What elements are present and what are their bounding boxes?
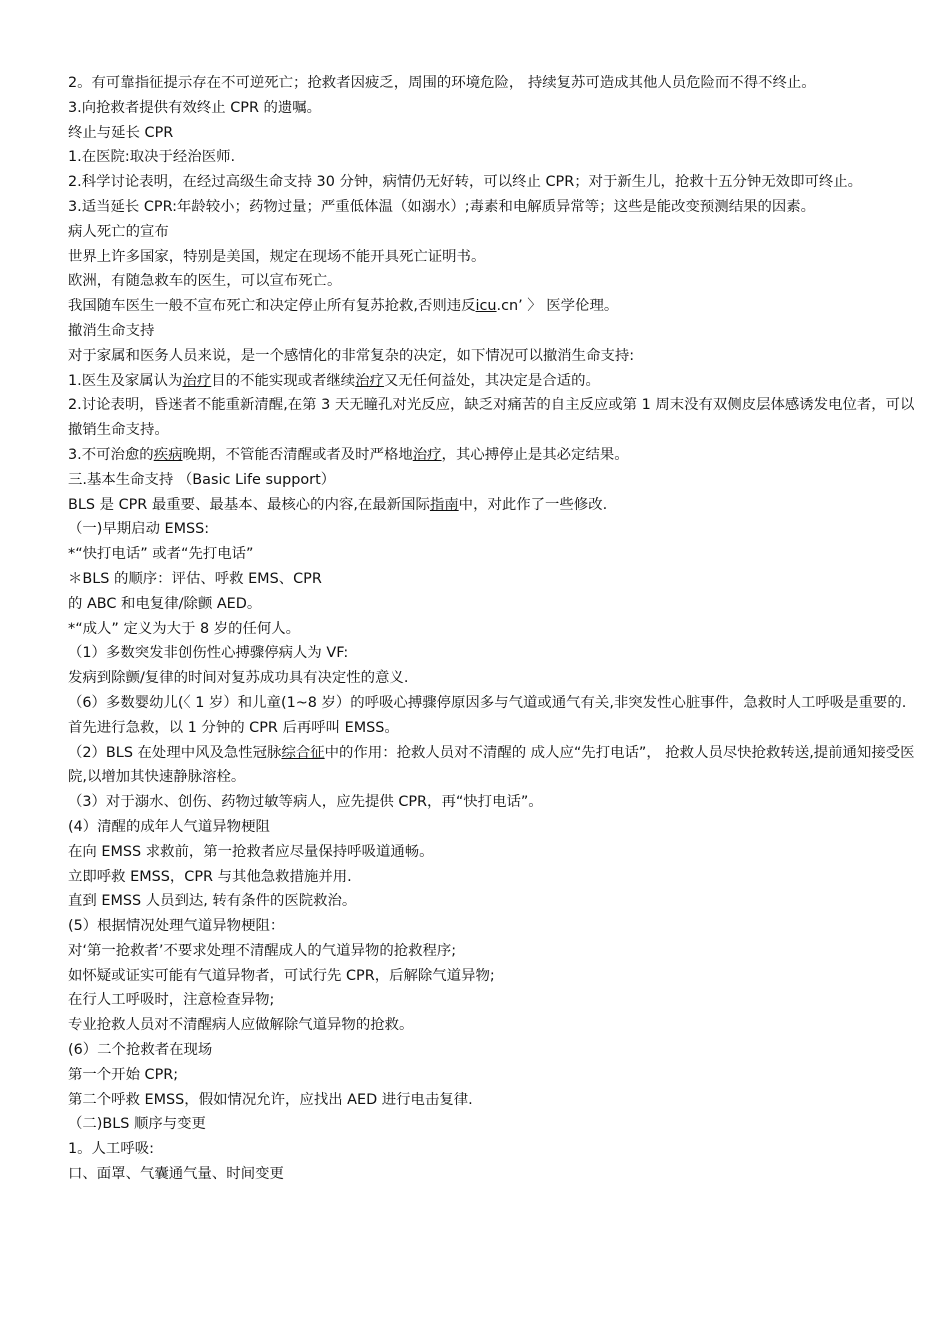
paragraph: 2。有可靠指征提示存在不可逆死亡；抢救者因疲乏，周围的环境危险， 持续复苏可造成其他人员危险而不得不终止。 bbox=[68, 75, 816, 91]
text-segment: 我国随车医生一般不宣布死亡和决定停止所有复苏抢救,否则违反 bbox=[68, 298, 476, 315]
paragraph: 对‘第一抢救者’不要求处理不清醒成人的气道异物的抢救程序; bbox=[68, 942, 457, 959]
paragraph: 世界上许多国家，特别是美国，规定在现场不能开具死亡证明书。 bbox=[68, 248, 486, 265]
paragraph: 立即呼救 EMSS，CPR 与其他急救措施并用. bbox=[68, 868, 352, 885]
paragraph: (5）根据情况处理气道异物梗阻： bbox=[68, 918, 285, 935]
text-segment: 目的不能实现或者继续 bbox=[211, 372, 356, 389]
paragraph: （1）多数突发非创伤性心搏骤停病人为 VF: bbox=[68, 645, 349, 662]
text-segment: BLS 是 CPR 最重要、最基本、最核心的内容,在最新国际 bbox=[68, 496, 430, 513]
section-heading: 病人死亡的宣布 bbox=[68, 223, 169, 240]
paragraph: 在向 EMSS 求救前，第一抢救者应尽量保持呼吸道通畅。 bbox=[68, 843, 434, 860]
paragraph: 1.在医院:取决于经治医师. bbox=[68, 149, 236, 166]
text-segment: 又无任何益处，其决定是合适的。 bbox=[383, 372, 600, 389]
text-segment: ，其心搏停止是其必定结果。 bbox=[441, 446, 629, 463]
paragraph bbox=[68, 741, 928, 791]
paragraph: （3）对于溺水、创伤、药物过敏等病人，应先提供 CPR，再“快打电话”。 bbox=[68, 794, 543, 811]
paragraph: 对于家属和医务人员来说，是一个感情化的非常复杂的决定，如下情况可以撤消生命支持: bbox=[68, 347, 635, 364]
paragraph: *“成人” 定义为大于 8 岁的任何人。 bbox=[68, 620, 301, 637]
hyperlink[interactable]: 疾病 bbox=[153, 446, 183, 463]
paragraph: 第二个呼救 EMSS，假如情况允许，应找出 AED 进行电击复律. bbox=[68, 1091, 473, 1108]
document-page bbox=[68, 71, 928, 1187]
paragraph: 欧洲，有随急救车的医生，可以宣布死亡。 bbox=[68, 273, 342, 290]
paragraph: 2.科学讨论表明，在经过高级生命支持 30 分钟，病情仍无好转，可以终止 CPR；对于新生儿，抢救十五分钟无效即可终止。 bbox=[68, 174, 863, 191]
hyperlink[interactable]: 治疗 bbox=[412, 446, 442, 463]
text-segment: 3.不可治愈的 bbox=[68, 446, 154, 463]
paragraph: 的 ABC 和电复律/除颤 AED。 bbox=[68, 595, 262, 612]
paragraph: 直到 EMSS 人员到达, 转有条件的医院救治。 bbox=[68, 893, 357, 910]
hyperlink[interactable]: 指南 bbox=[429, 496, 459, 513]
paragraph: (6）二个抢救者在现场 bbox=[68, 1042, 213, 1059]
paragraph bbox=[68, 443, 928, 468]
text-segment: .cn’ 〉 医学伦理。 bbox=[496, 298, 619, 315]
text-segment: 晚期，不管能否清醒或者及时严格地 bbox=[182, 446, 413, 463]
hyperlink[interactable]: 综合征 bbox=[281, 744, 325, 761]
paragraph: 2.讨论表明，昏迷者不能重新清醒,在第 3 天无瞳孔对光反应，缺乏对痛苦的自主反应或第 1 周末没有双侧皮层体感诱发电位者，可以撤销生命支持。 bbox=[68, 397, 915, 439]
paragraph: (4）清醒的成年人气道异物梗阻 bbox=[68, 818, 270, 835]
hyperlink[interactable]: 治疗 bbox=[182, 372, 212, 389]
text-segment: （2）BLS 在处理中风及急性冠脉 bbox=[68, 744, 282, 761]
section-heading: 三.基本生命支持 （Basic Life support） bbox=[68, 471, 336, 488]
paragraph: 专业抢救人员对不清醒病人应做解除气道异物的抢救。 bbox=[68, 1017, 414, 1034]
hyperlink[interactable]: 治疗 bbox=[355, 372, 384, 389]
paragraph: 发病到除颤/复律的时间对复苏成功具有决定性的意义. bbox=[68, 670, 409, 687]
subsection-heading: （一)早期启动 EMSS: bbox=[68, 521, 210, 538]
paragraph bbox=[68, 294, 928, 319]
section-heading: 终止与延长 CPR bbox=[68, 124, 174, 141]
section-heading: 撤消生命支持 bbox=[68, 322, 155, 339]
subsection-heading: （二)BLS 顺序与变更 bbox=[68, 1116, 206, 1133]
paragraph: 口、面罩、气囊通气量、时间变更 bbox=[68, 1166, 284, 1183]
paragraph: *“快打电话” 或者“先打电话” bbox=[68, 546, 254, 563]
paragraph: 首先进行急救，以 1 分钟的 CPR 后再呼叫 EMSS。 bbox=[68, 719, 399, 736]
text-segment: 中的作用：抢救人员对不清醒的 成人应“先打电话”， 抢救人员尽快抢救转送,提前通知接受医院,以增加其快速静脉溶栓。 bbox=[68, 744, 915, 786]
paragraph bbox=[68, 493, 928, 518]
paragraph: 1。人工呼吸: bbox=[68, 1141, 154, 1158]
text-segment: 1.医生及家属认为 bbox=[68, 372, 183, 389]
hyperlink[interactable]: icu bbox=[475, 298, 497, 315]
paragraph: 3.向抢救者提供有效终止 CPR 的遗嘱。 bbox=[68, 99, 322, 116]
text-segment: 中，对此作了一些修改. bbox=[458, 496, 608, 513]
paragraph: 在行人工呼吸时，注意检查异物; bbox=[68, 992, 275, 1009]
paragraph: （6）多数婴幼儿(〈 1 岁）和儿童(1~8 岁）的呼吸心搏骤停原因多与气道或通气有关,非突发性心脏事件，急救时人工呼吸是重要的. bbox=[68, 694, 907, 711]
paragraph: ＊BLS 的顺序：评估、呼救 EMS、CPR bbox=[68, 570, 322, 587]
paragraph: 3.适当延长 CPR:年龄较小；药物过量；严重低体温（如溺水）;毒素和电解质异常等；这些是能改变预测结果的因素。 bbox=[68, 198, 816, 215]
paragraph: 第一个开始 CPR; bbox=[68, 1066, 179, 1083]
paragraph: 如怀疑或证实可能有气道异物者，可试行先 CPR，后解除气道异物; bbox=[68, 967, 495, 984]
paragraph bbox=[68, 369, 928, 394]
